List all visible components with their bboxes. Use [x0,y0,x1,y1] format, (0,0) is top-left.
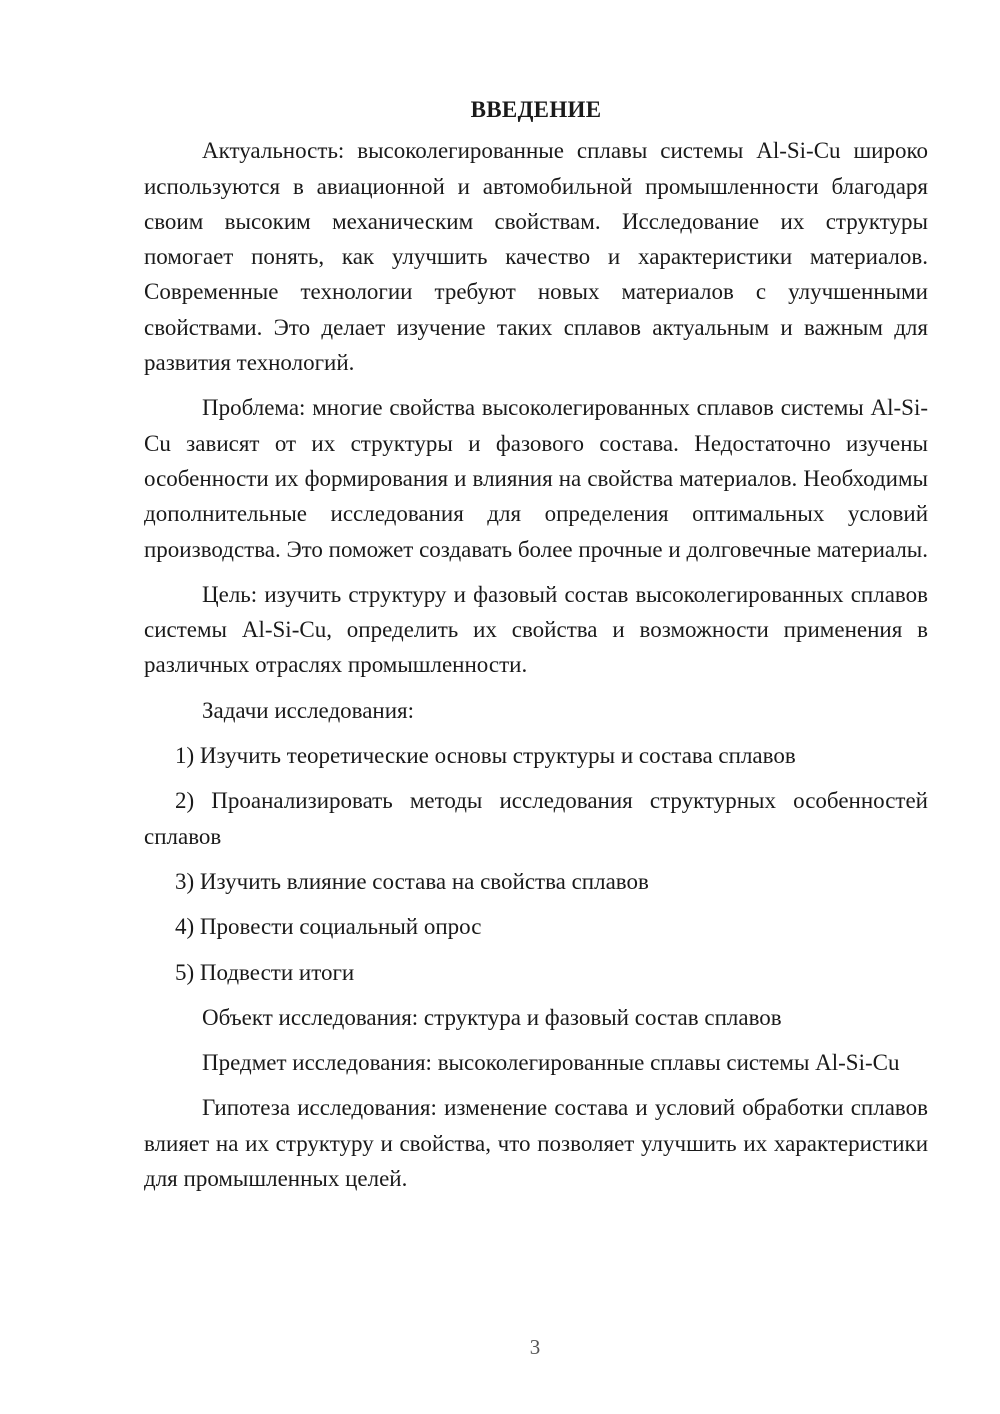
task-item-4: 4) Провести социальный опрос [175,914,482,940]
task-item-1: 1) Изучить теоретические основы структуры и состава сплавов [175,743,796,769]
task-item-2: 2) Проанализировать методы исследования структурных особенностей сплавов [144,788,928,849]
problem-paragraph: Проблема: многие свойства высоколегированных сплавов системы Al-Si-Cu зависят от их структуры и фазового состава. Недостаточно изучены особенности их формирования и влияния на свойства материалов. Необходимы дополнительные исследования для определения оптимальных условий производства. Это поможет создавать более прочные и долговечные материалы. [144,395,929,562]
goal-paragraph: Цель: изучить структуру и фазовый состав высоколегированных сплавов системы Al-Si-Cu, определить их свойства и возможности применения в различных отраслях промышленности. [144,581,928,678]
object-paragraph: Объект исследования: структура и фазовый состав сплавов [202,1004,782,1030]
subject-paragraph: Предмет исследования: высоколегированные сплавы системы Al-Si-Cu [202,1050,900,1076]
page-number: 3 [529,1335,541,1359]
task-item-5: 5) Подвести итоги [175,959,355,985]
page-content [144,92,928,1206]
hypothesis-paragraph: Гипотеза исследования: изменение состава и условий обработки сплавов влияет на их структуру и свойства, что позволяет улучшить их характеристики для промышленных целей. [144,1095,928,1192]
task-item-3: 3) Изучить влияние состава на свойства сплавов [175,868,649,894]
section-heading: ВВЕДЕНИЕ [470,97,602,122]
tasks-heading: Задачи исследования: [202,697,415,723]
relevance-paragraph: Актуальность: высоколегированные сплавы системы Al-Si-Cu широко используются в авиационной и автомобильной промышленности благодаря своим высоким механическим свойствам. Исследование их структуры помогает понять, как улучшить качество и характеристики материалов. Современные технологии требуют новых материалов с улучшенными свойствами. Это делает изучение таких сплавов актуальным и важным для развития технологий. [144,138,928,376]
